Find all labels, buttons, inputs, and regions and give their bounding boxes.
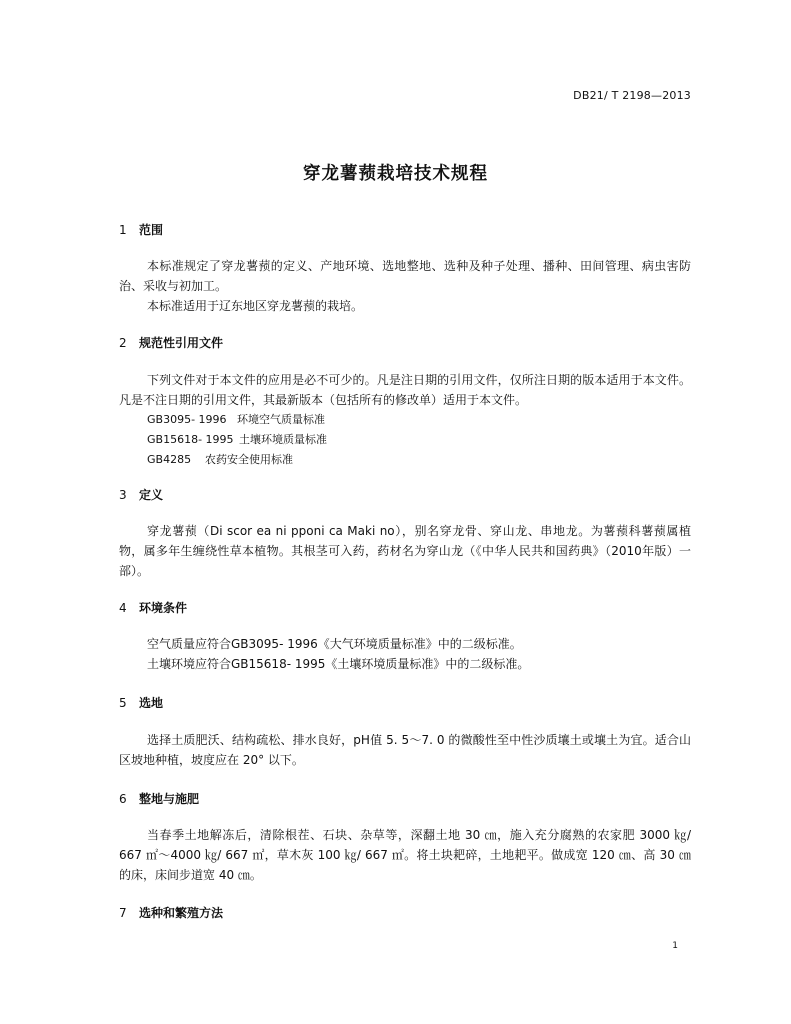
paragraph: 空气质量应符合GB3095- 1996《大气环境质量标准》中的二级标准。 (147, 637, 522, 651)
standard-code: DB21/ T 2198—2013 (573, 89, 691, 102)
section-seed-selection (119, 905, 691, 921)
paragraph: 下列文件对于本文件的应用是必不可少的。凡是注日期的引用文件，仅所注日期的版本适用于本文件。凡是不注日期的引用文件，其最新版本（包括所有的修改单）适用于本文件。 (119, 373, 691, 407)
reference-code: GB3095- 1996 (147, 413, 227, 426)
section-title: 整地与施肥 (139, 792, 200, 806)
section-land-prep-body (119, 825, 691, 885)
paragraph: 本标准适用于辽东地区穿龙薯蓣的栽培。 (147, 299, 364, 313)
reference-name: 环境空气质量标准 (237, 413, 325, 426)
section-number: 6 (119, 792, 127, 806)
section-number: 1 (119, 223, 127, 237)
section-scope-body (119, 256, 691, 316)
section-heading (119, 600, 691, 616)
section-definition (119, 487, 691, 503)
reference-item (119, 450, 691, 470)
page-number: 1 (672, 941, 678, 951)
section-land-prep (119, 791, 691, 807)
section-number: 4 (119, 601, 127, 615)
reference-code: GB4285 (147, 453, 192, 466)
paragraph: 当春季土地解冻后，清除根茬、石块、杂草等，深翻土地 30 ㎝，施入充分腐熟的农家肥 3000 ㎏/ 667 ㎡～4000 ㎏/ 667 ㎡，草木灰 100 ㎏/ 667 ㎡。将土块耙碎，土地耙平。做成宽 120 ㎝、高 30 ㎝的床，床间步道宽 40 ㎝。 (119, 828, 691, 882)
section-normative-references (119, 335, 691, 351)
section-title: 定义 (139, 488, 164, 502)
document-title: 穿龙薯蓣栽培技术规程 (303, 164, 488, 184)
section-title: 环境条件 (139, 601, 188, 615)
section-title: 范围 (139, 223, 164, 237)
section-heading (119, 222, 691, 238)
reference-item (119, 430, 691, 450)
section-title: 选地 (139, 696, 164, 710)
section-environment (119, 600, 691, 616)
section-site-selection (119, 695, 691, 711)
paragraph: 本标准规定了穿龙薯蓣的定义、产地环境、选地整地、选种及种子处理、播种、田间管理、病虫害防治、采收与初加工。 (119, 259, 691, 293)
reference-code: GB15618- 1995 (147, 433, 234, 446)
section-number: 7 (119, 906, 127, 920)
section-number: 5 (119, 696, 127, 710)
section-title: 选种和繁殖方法 (139, 906, 224, 920)
section-number: 2 (119, 336, 127, 350)
section-site-selection-body (119, 730, 691, 770)
section-heading (119, 905, 691, 921)
section-heading (119, 695, 691, 711)
paragraph: 穿龙薯蓣（Di scor ea ni pponi ca Maki no），别名穿龙骨、穿山龙、串地龙。为薯蓣科薯蓣属植物，属多年生缠绕性草本植物。其根茎可入药，药材名为穿山龙（《中华人民共和国药典》（2010年版）一部）。 (119, 524, 691, 578)
section-environment-body (119, 634, 691, 674)
section-number: 3 (119, 488, 127, 502)
section-scope (119, 222, 691, 238)
section-heading (119, 335, 691, 351)
section-title: 规范性引用文件 (139, 336, 224, 350)
reference-name: 土壤环境质量标准 (239, 433, 327, 446)
section-heading (119, 487, 691, 503)
section-normative-references-body (119, 370, 691, 470)
reference-item (119, 410, 691, 430)
paragraph: 选择土质肥沃、结构疏松、排水良好，pH值 5. 5～7. 0 的微酸性至中性沙质壤土或壤土为宜。适合山区坡地种植，坡度应在 20° 以下。 (119, 733, 691, 767)
reference-name: 农药安全使用标准 (205, 453, 293, 466)
section-definition-body (119, 521, 691, 581)
section-heading (119, 791, 691, 807)
paragraph: 土壤环境应符合GB15618- 1995《土壤环境质量标准》中的二级标准。 (147, 657, 530, 671)
